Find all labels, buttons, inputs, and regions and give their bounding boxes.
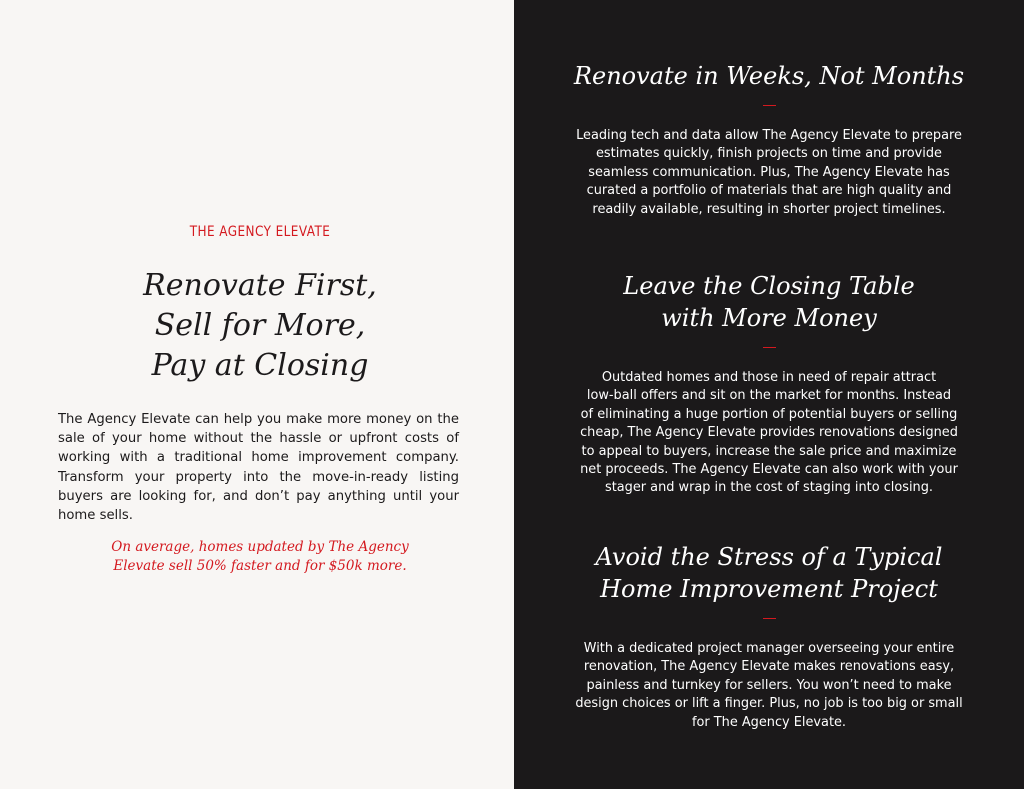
section-leave-closing-table — [514, 270, 1024, 498]
section-title — [514, 541, 1024, 605]
section-body-line: painless and turnkey for sellers. You won’t need to make — [586, 677, 952, 693]
intro-line: are looking for, and don’t pay anything until your home sells. — [58, 488, 459, 524]
section-title-line: Avoid the Stress of a Typical — [595, 543, 943, 571]
intro-paragraph — [58, 410, 459, 525]
section-body-line: seamless communication. Plus, The Agency Elevate has — [588, 164, 950, 180]
section-body — [563, 127, 975, 219]
section-divider — [763, 105, 776, 106]
section-body-line: estimates quickly, finish projects on time and provide — [596, 146, 942, 162]
section-title-line: with More Money — [661, 304, 877, 332]
section-body-line: low-ball offers and sit on the market for months. Instead — [586, 388, 952, 404]
section-body-line: stager and wrap in the cost of staging into closing. — [605, 480, 933, 496]
intro-line: of working with a traditional home improvement company. — [58, 431, 459, 466]
intro-line: The Agency Elevate can help you make more money on — [58, 412, 433, 427]
section-title — [514, 60, 1024, 92]
section-body-line: for The Agency Elevate. — [691, 714, 847, 730]
section-body — [561, 640, 977, 732]
section-renovate-in-weeks — [514, 60, 1024, 219]
title-line: Pay at Closing — [151, 348, 369, 383]
section-body-line: of eliminating a huge portion of potential buyers or selling — [580, 406, 958, 422]
intro-line: Transform your property into the move-in-ready listing buyers — [58, 469, 459, 504]
section-body-line: Leading tech and data allow The Agency Elevate to prepare — [576, 128, 962, 143]
section-title-line: Home Improvement Project — [600, 575, 938, 603]
section-body-line: renovation, The Agency Elevate makes renovations easy, — [583, 659, 955, 675]
section-body-line: readily available, resulting in shorter project timelines. — [592, 201, 946, 217]
brand-eyebrow: THE AGENCY ELEVATE — [189, 224, 331, 240]
title-line: Sell for More, — [154, 308, 366, 343]
section-divider — [763, 347, 776, 348]
section-body-line: curated a portfolio of materials that are high quality and — [586, 183, 952, 199]
title-line: Renovate First, — [143, 268, 377, 303]
section-divider — [763, 618, 776, 619]
section-body-line: cheap, The Agency Elevate provides renovations designed — [580, 425, 958, 441]
section-title-line: Leave the Closing Table — [623, 272, 915, 300]
section-body-line: Outdated homes and those in need of repair attract — [601, 370, 937, 385]
section-body-line: design choices or lift a finger. Plus, no job is too big or small — [575, 696, 963, 712]
stat-line: Elevate sell 50% faster and for $50k more. — [113, 557, 407, 574]
stat-line: On average, homes updated by The Agency — [111, 539, 409, 555]
section-avoid-stress — [514, 541, 1024, 732]
intro-line: the sale of your home without the hassle or upfront costs — [58, 412, 459, 447]
page-title — [0, 266, 520, 386]
stat-callout — [0, 538, 520, 575]
section-body — [561, 369, 977, 498]
section-body-line: With a dedicated project manager overseeing your entire — [583, 641, 955, 656]
section-title-line: Renovate in Weeks, Not Months — [573, 62, 965, 90]
section-title — [514, 270, 1024, 334]
section-body-line: to appeal to buyers, increase the sale price and maximize — [581, 443, 957, 459]
section-body-line: net proceeds. The Agency Elevate can also work with your — [580, 462, 958, 478]
